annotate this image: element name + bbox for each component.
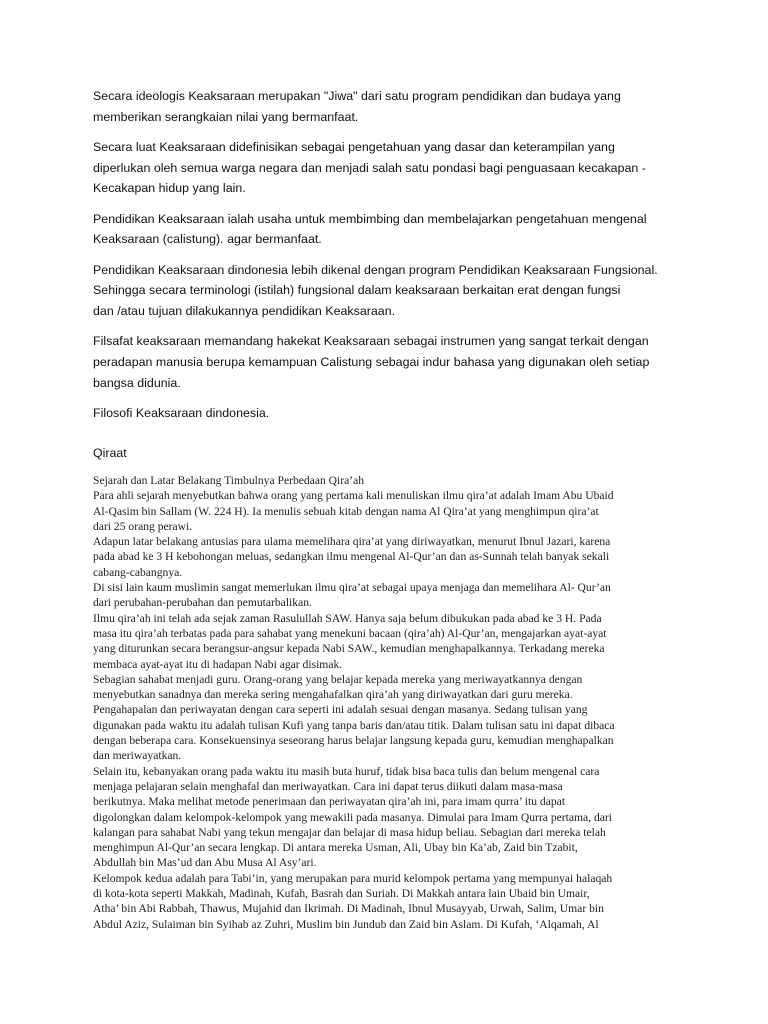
text-line: Pendidikan Keaksaraan dindonesia lebih dikenal dengan program Pendidikan Keaksaraan Fungsional.: [93, 262, 658, 277]
qiraat-text-line: Ilmu qira’ah ini telah ada sejak zaman Rasulullah SAW. Hanya saja belum dibukukan pada abad ke 3 H. Pada: [93, 611, 602, 625]
text-line: memberikan serangkaian nilai yang bermanfaat.: [93, 109, 359, 124]
text-line: Secara luat Keaksaraan didefinisikan sebagai pengetahuan yang dasar dan keterampilan yang: [93, 140, 615, 154]
qiraat-heading: Qiraat: [93, 446, 127, 460]
qiraat-text-line: dan meriwayatkan.: [93, 749, 182, 763]
qiraat-text-line: kalangan para sahabat Nabi yang tekun mengajar dan belajar di masa hidup beliau. Sebagian dari mereka telah: [93, 825, 606, 839]
qiraat-text-line: Pengahapalan dan periwayatan dengan cara seperti ini adalah sesuai dengan masanya. Sedang tulisan yang: [93, 703, 588, 717]
qiraat-text-line: Di sisi lain kaum muslimin sangat memerlukan ilmu qira’at sebagai upaya menjaga dan memelihara Al- Qur’an: [93, 581, 611, 595]
qiraat-text-line: pada abad ke 3 H kebohongan meluas, sedangkan ilmu mengenal Al-Qur’an dan as-Sunnah telah banyak sekali: [93, 550, 610, 564]
document-page: [93, 86, 683, 931]
text-line: Filosofi Keaksaraan dindonesia.: [93, 406, 270, 421]
qiraat-text-line: cabang-cabangnya.: [93, 565, 183, 579]
qiraat-text-line: menghimpun Al-Qur’an secara lengkap. Di antara mereka Usman, Ali, Ubay bin Ka’ab, Zaid bin Tzabit,: [93, 841, 578, 855]
text-line: Sehingga secara terminologi (istilah) fungsional dalam keaksaraan berkaitan erat dengan fungsi: [93, 283, 621, 298]
text-line: dan /atau tujuan dilakukannya pendidikan Keaksaraan.: [93, 304, 396, 319]
text-line: Kecakapan hidup yang lain.: [93, 181, 246, 196]
paragraph-filosofi: [93, 403, 683, 424]
qiraat-text-line: Abdul Aziz, Sulaiman bin Syihab az Zuhri, Muslim bin Jundub dan Zaid bin Aslam. Di Kufah, ‘Alqamah, Al: [93, 917, 599, 931]
text-line: Keaksaraan (calistung). agar bermanfaat.: [93, 232, 322, 247]
qiraat-text-line: dari 25 orang perawi.: [93, 519, 193, 533]
qiraat-text-line: berikutnya. Maka melihat metode penerimaan dan periwayatan qira’ah ini, para imam qurra’ itu dapat: [93, 795, 566, 809]
qiraat-text-line: menjaga pelajaran selain menghafal dan meriwayatkan. Cara ini dapat terus diikuti dalam masa-masa: [93, 779, 563, 793]
text-line: diperlukan oleh semua warga negara dan menjadi salah satu pondasi bagi penguasaan kecakapan -: [93, 160, 646, 175]
qiraat-text-line: di kota-kota seperti Makkah, Madinah, Kufah, Basrah dan Suriah. Di Makkah antara lain Ubaid bin Umair,: [93, 887, 590, 901]
qiraat-text-line: masa itu qira’ah terbatas pada para sahabat yang menekuni bacaan (qira’ah) Al-Qur’an, mengajarkan ayat-ayat: [93, 626, 607, 640]
text-line: bangsa didunia.: [93, 375, 181, 390]
qiraat-text-line: Sebagian sahabat menjadi guru. Orang-orang yang belajar kepada mereka yang meriwayatkannya dengan: [93, 672, 583, 686]
qiraat-text-line: digolongkan dalam kelompok-kelompok yang mewakili pada masanya. Dimulai para Imam Qurra pertama, dari: [93, 810, 612, 824]
qiraat-text-line: yang diturunkan secara berangsur-angsur kepada Nabi SAW., kemudian menghapalkannya. Terkadang mereka: [93, 642, 605, 656]
qiraat-text-line: dengan beberapa cara. Konsekuensinya seseorang harus belajar langsung kepada guru, kemudian menghapalkan: [93, 734, 614, 748]
qiraat-text-line: membaca ayat-ayat itu di hadapan Nabi agar disimak.: [93, 657, 343, 671]
qiraat-text-line: Para ahli sejarah menyebutkan bahwa orang yang pertama kali menuliskan ilmu qira’at adalah Imam Abu Ubaid: [93, 489, 614, 503]
qiraat-text-line: Selain itu, kebanyakan orang pada waktu itu masih buta huruf, tidak bisa baca tulis dan belum mengenal cara: [93, 764, 600, 778]
keaksaraan-section: [93, 86, 683, 424]
qiraat-text-line: digunakan pada waktu itu adalah tulisan Kufi yang tanpa baris dan/atau titik. Dalam tulisan satu ini dapat dibaca: [93, 718, 615, 732]
text-line: Pendidikan Keaksaraan ialah usaha untuk membimbing dan membelajarkan pengetahuan mengenal: [93, 211, 647, 226]
qiraat-text-line: Atha’ bin Abi Rabbah, Thawus, Mujahid dan Ikrimah. Di Madinah, Ibnul Musayyab, Urwah, Salim, Umar bin: [93, 902, 604, 916]
qiraat-text-line: Kelompok kedua adalah para Tabi’in, yang merupakan para murid kelompok pertama yang mempunyai halaqah: [93, 871, 613, 885]
qiraat-text-line: Adapun latar belakang antusias para ulama memelihara qira’at yang diriwayatkan, menurut Ibnul Jazari, karena: [93, 535, 611, 549]
paragraph-filsafat: [93, 331, 683, 393]
qiraat-text-line: Abdullah bin Mas’ud dan Abu Musa Al Asy’ari.: [93, 856, 317, 870]
qiraat-text-line: dari perubahan-perubahan dan pemutarbalikan.: [93, 596, 312, 610]
text-line: peradapan manusia berupa kemampuan Calistung sebagai indur bahasa yang digunakan oleh setiap: [93, 355, 650, 370]
text-line: Secara ideologis Keaksaraan merupakan "Jiwa" dari satu program pendidikan dan budaya yang: [93, 89, 621, 103]
paragraph-fungsional: [93, 260, 683, 322]
qiraat-body: [93, 473, 673, 932]
paragraph-definisi: [93, 137, 683, 199]
qiraat-text-line: Al-Qasim bin Sallam (W. 224 H). Ia menulis sebuah kitab dengan nama Al Qira’at yang menghimpun qira’at: [93, 504, 599, 518]
text-line: Filsafat keaksaraan memandang hakekat Keaksaraan sebagai instrumen yang sangat terkait dengan: [93, 334, 649, 349]
qiraat-text-line: menyebutkan sanadnya dan mereka sering mengahafalkan qira’ah yang diriwayatkan dari guru mereka.: [93, 688, 573, 702]
paragraph-pendidikan: [93, 209, 683, 250]
qiraat-text-line: Sejarah dan Latar Belakang Timbulnya Perbedaan Qira’ah: [93, 474, 365, 487]
paragraph-ideologis: [93, 86, 683, 127]
